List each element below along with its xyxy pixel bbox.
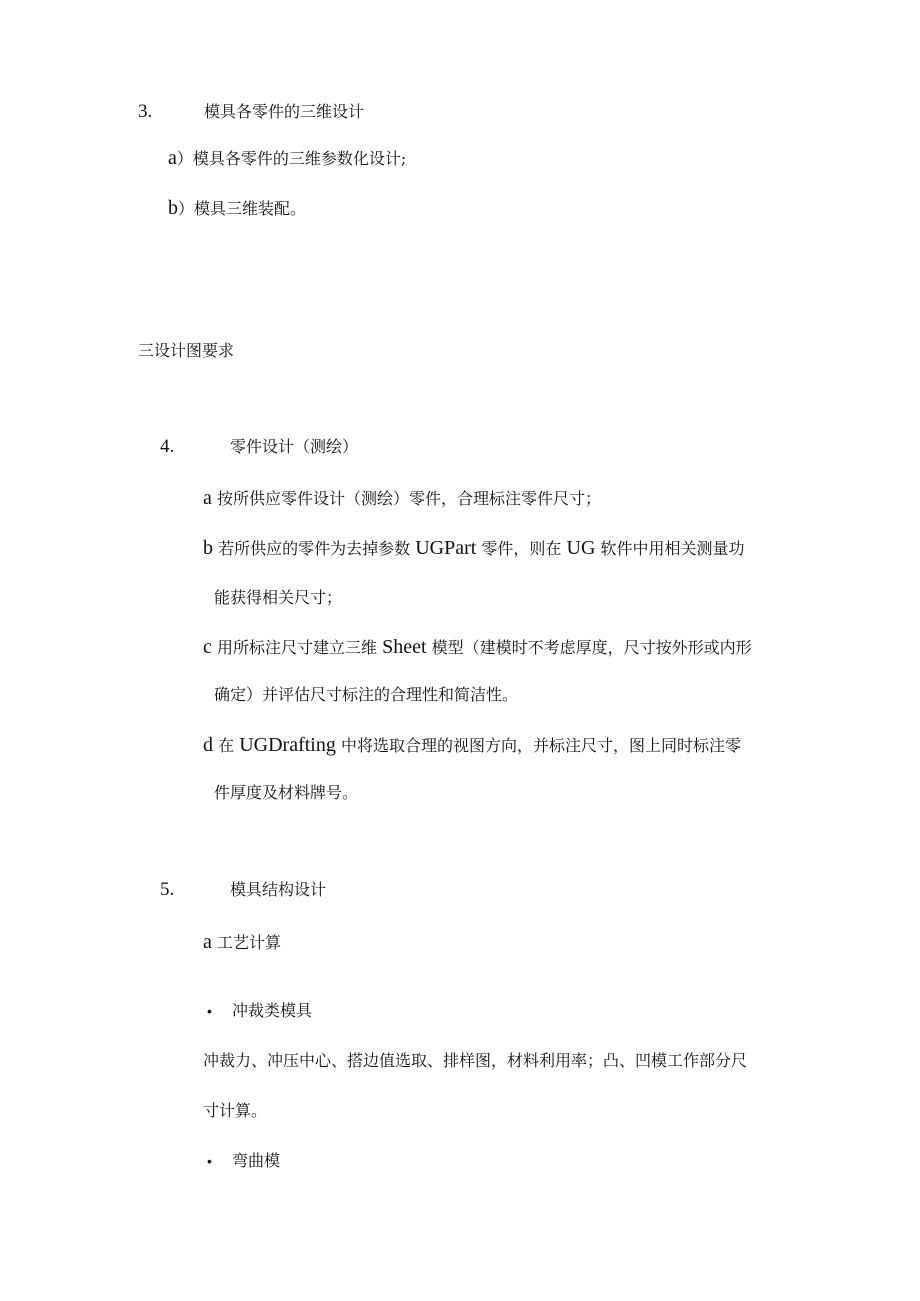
item-text: 在 xyxy=(218,736,235,755)
item-text: ）模具各零件的三维参数化设计; xyxy=(176,149,407,168)
section-3-heading xyxy=(138,101,365,123)
section-4-item-d-continued: 件厚度及材料牌号。 xyxy=(214,783,359,802)
section-4-title: 零件设计（测绘） xyxy=(230,437,359,456)
item-letter: d xyxy=(203,734,213,756)
bullet-item-punching-die xyxy=(207,1000,313,1022)
section-4-item-c xyxy=(203,636,752,659)
section-4-item-b xyxy=(203,537,745,560)
section-5-title: 模具结构设计 xyxy=(230,880,327,899)
item-letter: c xyxy=(203,636,212,658)
item-text: 按所供应零件设计（测绘）零件，合理标注零件尺寸； xyxy=(216,489,601,508)
item-text: 若所供应的零件为去掉参数 xyxy=(218,539,411,558)
section-4-item-c-continued: 确定）并评估尺寸标注的合理性和简洁性。 xyxy=(214,685,519,704)
item-text: 软件中用相关测量功 xyxy=(600,539,745,558)
item-text: 模型（建模时不考虑厚度，尺寸按外形或内形 xyxy=(431,638,752,657)
section-3-item-a xyxy=(168,147,406,170)
bullet-item-bending-die xyxy=(207,1150,281,1172)
bullet-icon: • xyxy=(207,1003,212,1019)
punching-die-description-continued: 寸计算。 xyxy=(203,1101,268,1120)
item-text: 用所标注尺寸建立三维 xyxy=(216,638,377,657)
section-4-item-d xyxy=(203,734,741,757)
item-letter: a xyxy=(203,487,212,509)
item-term: UG xyxy=(566,537,596,559)
section-3-title: 模具各零件的三维设计 xyxy=(204,102,365,121)
section-5-item-a xyxy=(203,931,281,954)
item-term: UGDrafting xyxy=(239,734,336,756)
item-letter: a xyxy=(203,931,212,953)
item-letter: b xyxy=(203,537,213,559)
section-4-item-a xyxy=(203,487,601,510)
bullet-text: 弯曲模 xyxy=(232,1151,281,1170)
section-3-number: 3. xyxy=(138,101,153,122)
section-5-heading xyxy=(160,879,327,901)
item-term: UGPart xyxy=(415,537,477,559)
item-text: 零件，则在 xyxy=(481,539,562,558)
item-text: 中将选取合理的视图方向，并标注尺寸，图上同时标注零 xyxy=(340,736,741,755)
chapter-heading: 三设计图要求 xyxy=(138,341,235,360)
bullet-icon: • xyxy=(207,1153,212,1169)
section-5-number: 5. xyxy=(160,879,175,900)
section-3-item-b xyxy=(168,197,306,220)
item-letter: a xyxy=(168,147,177,169)
item-text: 工艺计算 xyxy=(216,933,281,952)
section-4-number: 4. xyxy=(160,436,175,457)
punching-die-description: 冲裁力、冲压中心、搭边值选取、排样图，材料利用率；凸、凹模工作部分尺 xyxy=(203,1051,748,1070)
section-4-item-b-continued: 能获得相关尺寸； xyxy=(214,588,343,607)
bullet-text: 冲裁类模具 xyxy=(232,1001,313,1020)
section-4-heading xyxy=(160,436,359,458)
item-letter: b xyxy=(168,197,178,219)
item-text: ）模具三维装配。 xyxy=(178,199,307,218)
item-term: Sheet xyxy=(382,636,427,658)
